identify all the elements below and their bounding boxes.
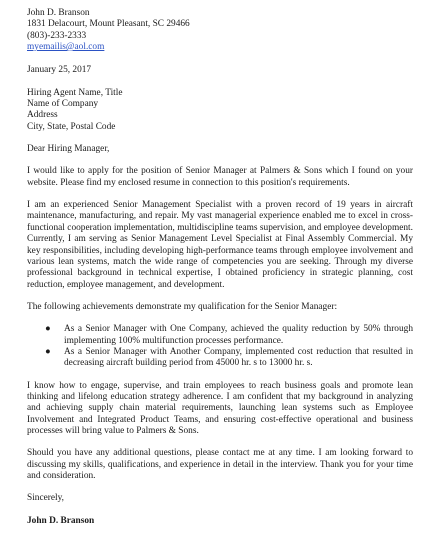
sender-name: John D. Branson bbox=[27, 8, 90, 18]
recipient-block bbox=[27, 88, 413, 133]
achievements-intro: The following achievements demonstrate my qualification for the Senior Manager: bbox=[27, 301, 338, 312]
recipient-line-3: Address bbox=[27, 110, 58, 121]
sender-address: 1831 Delacourt, Mount Pleasant, SC 29466 bbox=[27, 19, 190, 30]
recipient-line-2: Name of Company bbox=[27, 99, 99, 110]
achievements-list bbox=[27, 324, 413, 369]
letter-date: January 25, 2017 bbox=[27, 65, 92, 76]
recipient-line-1: Hiring Agent Name, Title bbox=[27, 87, 123, 98]
sender-phone: (803)-233-2333 bbox=[27, 30, 87, 41]
cover-letter bbox=[27, 8, 413, 527]
bullet-icon: ● bbox=[45, 324, 51, 335]
sender-email-link[interactable]: myemailis@aol.com bbox=[27, 42, 105, 53]
signature-name: John D. Branson bbox=[27, 515, 95, 526]
signoff: Sincerely, bbox=[27, 493, 65, 504]
closing-paragraph: Should you have any additional questions, please contact me at any time. I am looking forward to discussing my skills, qualifications, and experience in detail in the interview. Thank you for your time and consideration. bbox=[27, 448, 413, 481]
list-item bbox=[27, 324, 413, 347]
intro-paragraph: I would like to apply for the position of Senior Manager at Palmers & Sons which I found on your website. Please find my enclosed resume in connection to this position's requirements. bbox=[27, 166, 413, 188]
achievement-text: As a Senior Manager with One Company, achieved the quality reduction by 50% through implementing 100% multifunction processes performance. bbox=[64, 324, 413, 346]
list-item bbox=[27, 347, 413, 370]
achievement-text: As a Senior Manager with Another Company, implemented cost reduction that resulted in decreasing aircraft building period from 45000 hr. s to 13000 hr. s. bbox=[64, 346, 413, 369]
recipient-line-4: City, State, Postal Code bbox=[27, 121, 116, 132]
bullet-icon: ● bbox=[45, 346, 51, 357]
salutation: Dear Hiring Manager, bbox=[27, 144, 110, 155]
experience-paragraph: I am an experienced Senior Management Specialist with a proven record of 19 years in aircraft maintenance, manufacturing, and repair. My vast managerial experience enabled me to excel in cross-functional cooperation implementation, multidiscipline teams supervision, and employee development. Currently, I am serving as Senior Management Level Specialist at Final Assembly Commercial. My key responsibilities, including developing high-performance teams through employee involvement and various lean systems, match the wide range of competencies you are seeking. Through my diverse professional background in technical expertise, I obtained proficiency in strategic planning, cost reduction, employee management, and development. bbox=[27, 200, 413, 290]
skills-paragraph: I know how to engage, supervise, and train employees to reach business goals and promote lean thinking and lifelong education strategy adherence. I am confident that my background in analyzing and achieving supply chain material requirements, launching lean systems such as Employee Involvement and Integrated Product Teams, and ensuring cost-effective operational and business processes will bring value to Palmers & Sons. bbox=[27, 380, 413, 436]
sender-block bbox=[27, 8, 413, 53]
